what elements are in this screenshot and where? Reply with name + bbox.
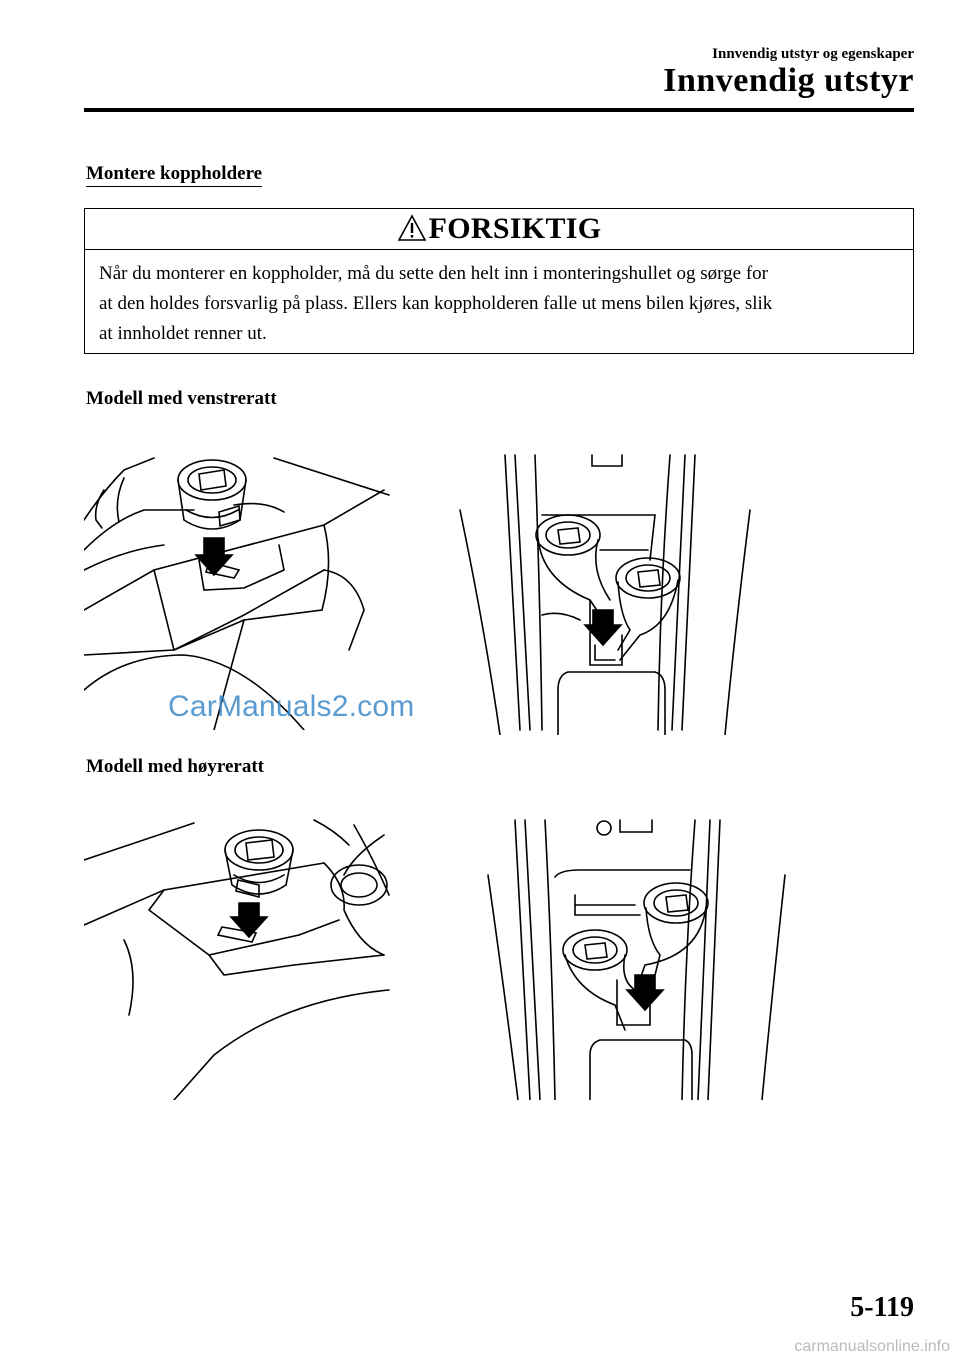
figure-lhd-perspective — [84, 450, 394, 730]
caution-box — [84, 208, 914, 354]
figure-rhd-top-view — [480, 815, 800, 1100]
model-label-right-hand: Modell med høyreratt — [86, 756, 264, 777]
caution-line: Når du monterer en koppholder, må du sette den helt inn i monteringshullet og sørge for — [99, 263, 769, 284]
caution-text — [85, 250, 913, 349]
watermark: CarManuals2.com — [168, 690, 415, 723]
page-number: 5-119 — [850, 1292, 914, 1323]
warning-triangle-icon — [397, 214, 427, 242]
caution-line: at den holdes forsvarlig på plass. Ellers kan koppholderen falle ut mens bilen kjøres, slik — [99, 293, 773, 314]
header-title: Innvendig utstyr — [663, 62, 914, 99]
header-subtitle: Innvendig utstyr og egenskaper — [712, 46, 914, 62]
header-rule — [84, 108, 914, 112]
caution-title: FORSIKTIG — [428, 212, 602, 245]
figure-lhd-top-view — [450, 450, 780, 735]
model-label-left-hand: Modell med venstreratt — [86, 388, 277, 409]
footer-watermark: carmanualsonline.info — [794, 1338, 950, 1355]
figure-rhd-perspective — [84, 815, 394, 1100]
caution-header — [85, 209, 913, 250]
section-heading: Montere koppholdere — [86, 163, 262, 187]
caution-line: at innholdet renner ut. — [99, 323, 267, 344]
